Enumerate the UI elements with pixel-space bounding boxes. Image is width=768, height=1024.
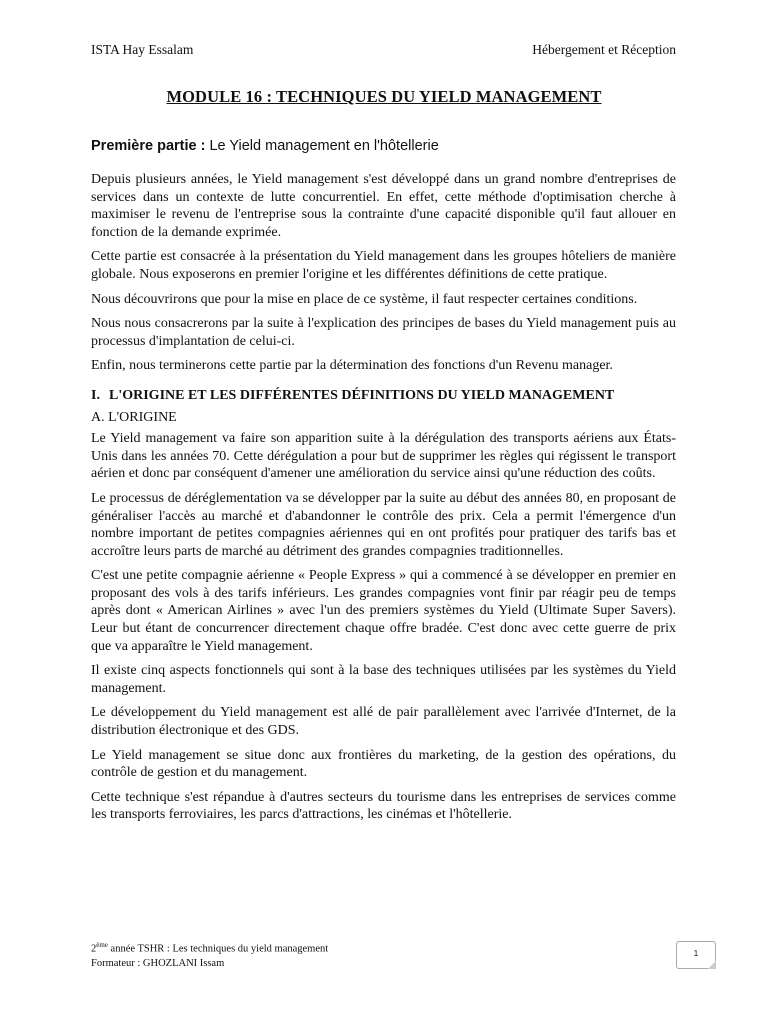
page-number: 1 [676,941,716,969]
page-header [91,42,676,58]
paragraph: Depuis plusieurs années, le Yield management s'est développé dans un grand nombre d'entreprises de services dans un contexte de lutte concurrentiel. En effet, cette méthode d'optimisation cherche à maximiser le revenu de l'entreprise sous la contrainte d'une capacité disponible qu'il faut allouer en fonction de la demande exprimée. [91,172,676,240]
paragraph: Nous découvrirons que pour la mise en place de ce système, il faut respecter certaines conditions. [91,291,638,307]
paragraph: Le Yield management se situe donc aux frontières du marketing, de la gestion des opérations, du contrôle de gestion et du management. [91,747,676,781]
paragraph: Cette technique s'est répandue à d'autres secteurs du tourisme dans les entreprises de services comme les transports ferroviaires, les parcs d'attractions, les cinémas et l'hôtellerie. [91,789,676,823]
paragraph: Le Yield management va faire son apparition suite à la dérégulation des transports aériens aux États-Unis dans les années 70. Cette dérégulation a pour but de supprimer les règles qui régissent le transport aérien et donc par conséquent d'amener une amélioration du service ainsi qu'une réduction des coûts. [91,431,676,482]
paragraph: Cette partie est consacrée à la présentation du Yield management dans les groupes hôteliers de manière globale. Nous exposerons en premier l'origine et les différentes définitions de cette pratique. [91,249,676,282]
footer-course [91,938,328,957]
header-department: Hébergement et Réception [532,42,676,57]
section-title: L'ORIGINE ET LES DIFFÉRENTES DÉFINITIONS DU YIELD MANAGEMENT [109,387,615,403]
paragraph: Le processus de déréglementation va se développer par la suite au début des années 80, en proposant de généraliser l'accès au marché et d'abandonner le contrôle des prix. Cela a permit l'émergence d'un nombre important de petites compagnies aériennes qui en ont profités pour pratiquer des tarifs bas et accroître leurs parts de marché au détriment des grandes compagnies traditionnelles. [91,490,676,559]
page-footer [91,938,328,971]
part-heading [91,138,439,154]
paragraph: Enfin, nous terminerons cette partie par la détermination des fonctions d'un Revenu manager. [91,358,613,374]
footer-year-suffix: ème [96,941,108,949]
header-school: ISTA Hay Essalam [91,42,194,57]
section-number: I. [91,387,100,403]
paragraph: Il existe cinq aspects fonctionnels qui sont à la base des techniques utilisées par les systèmes du Yield management. [91,663,676,696]
document-body [91,171,676,831]
section-heading [91,387,676,405]
document-title: MODULE 16 : TECHNIQUES DU YIELD MANAGEMENT [166,87,602,106]
part-label: Première partie : [91,138,206,154]
footer-course-text: année TSHR : Les techniques du yield management [107,943,329,955]
footer-trainer: Formateur : GHOZLANI Issam [91,957,225,969]
part-text: Le Yield management en l'hôtellerie [205,138,439,154]
footer-year-number: 2 [91,943,97,955]
subsection-heading: A. L'ORIGINE [91,409,177,425]
paragraph: C'est une petite compagnie aérienne « People Express » qui a commencé à se développer en premier en proposant des vols à des tarifs inférieurs. Les grandes compagnies vont finir par réagir peu de temps après dont « American Airlines » avec l'un des premiers systèmes du Yield (Ultimate Super Savers). Leur but étant de concurrencer directement chaque offre bradée. C'est donc avec cette guerre de prix que va apparaître le Yield management. [91,568,676,654]
paragraph: Nous nous consacrerons par la suite à l'explication des principes de bases du Yield management puis au processus d'implantation de celui-ci. [91,316,676,349]
paragraph: Le développement du Yield management est allé de pair parallèlement avec l'arrivée d'Internet, de la distribution électronique et des GDS. [91,705,676,739]
